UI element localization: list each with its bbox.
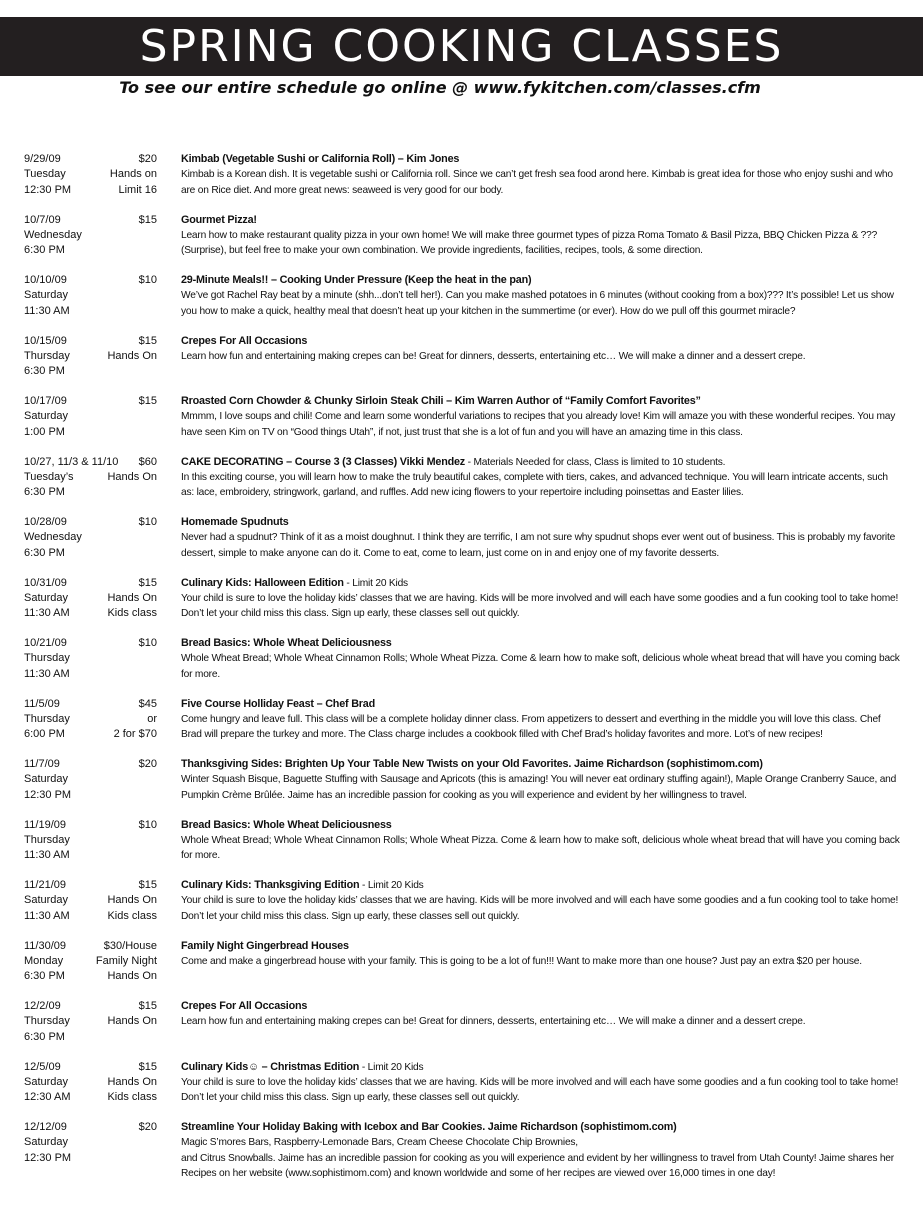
schedule-url-note: To see our entire schedule go online @ www.fykitchen.com/classes.cfm	[119, 78, 761, 97]
class-time: 6:00 PM	[24, 728, 65, 741]
class-meta	[24, 999, 157, 1060]
class-title: Kimbab (Vegetable Sushi or California Roll) – Kim Jones	[181, 153, 460, 165]
class-body: Kimbab is a Korean dish. It is vegetable sushi or California roll. Since we can’t get fresh sea food arond here. Kimbab is great idea for those who enjoy sushi and who are on Rice diet. And more great news: seaweed is very good for our body.	[181, 169, 893, 196]
class-entry	[24, 152, 904, 213]
class-title-note: - Limit 20 Kids	[359, 1061, 424, 1073]
class-meta	[24, 1060, 157, 1121]
class-note-1: Hands On	[107, 1015, 157, 1028]
class-title: Gourmet Pizza!	[181, 213, 257, 226]
class-time: 11:30 AM	[24, 304, 70, 317]
class-time: 6:30 PM	[24, 244, 65, 257]
class-price: $20	[138, 153, 157, 165]
class-day: Thursday	[24, 652, 70, 665]
class-day: Saturday	[24, 773, 69, 786]
class-time: 6:30 PM	[24, 1030, 65, 1043]
class-body: In this exciting course, you will learn how to make the truly beautiful cakes, complete with tiers, cakes, and advanced technique. You will learn intricate accents, such as: lace, embroidery, stringwork, garland, and ruffles. Add new icing flowers to your repertoire including poinsettas and Easter lilies.	[181, 471, 888, 499]
class-entry	[24, 697, 904, 758]
class-entry	[24, 455, 904, 516]
class-time: 12:30 PM	[24, 1151, 72, 1164]
class-title: Bread Basics: Whole Wheat Deliciousness	[181, 637, 392, 649]
class-title: Culinary Kids☺ – Christmas Edition	[181, 1060, 360, 1073]
class-day: Thursday	[24, 833, 70, 846]
class-note-1: Hands On	[107, 349, 157, 362]
class-day: Saturday	[24, 1136, 69, 1149]
class-body: Learn how to make restaurant quality pizza in your own home! We will make three gourmet types of pizza Roma Tomato & Basil Pizza, BBQ Chicken Pizza & ???(Surprise), but feel free to make your own combination. We provide ingredients, facilities, recipes, tools, & some direction.	[181, 229, 878, 257]
class-price: $15	[138, 395, 157, 407]
class-note-1: Hands On	[107, 470, 157, 483]
class-note-2: 2 for $70	[113, 728, 157, 741]
page-title: SPRING COOKING CLASSES	[139, 20, 784, 72]
class-day: Saturday	[24, 410, 69, 423]
class-title: Bread Basics: Whole Wheat Deliciousness	[181, 818, 392, 831]
class-description	[181, 152, 901, 213]
class-date: 10/10/09	[24, 274, 67, 286]
class-list	[24, 152, 904, 1205]
class-date: 12/5/09	[24, 1060, 61, 1073]
class-title: Family Night Gingerbread Houses	[181, 939, 349, 952]
class-description	[181, 1060, 901, 1121]
class-body: Your child is sure to love the holiday kids’ classes that we are having. Kids will be more involved and will each have some goodies and a fun cooking tool to take home! Don’t let your child miss this class. Sign up early, these classes sell out quickly.	[181, 592, 899, 620]
class-description	[181, 878, 901, 939]
class-entry	[24, 334, 904, 395]
class-description	[181, 818, 901, 879]
page-banner	[0, 17, 923, 76]
class-price: $15	[138, 1000, 157, 1012]
class-body: Learn how fun and entertaining making crepes can be! Great for dinners, desserts, entertaining etc… We will make a dinner and a dessert crepe.	[181, 350, 806, 362]
class-meta	[24, 757, 157, 818]
class-price: $15	[138, 576, 157, 589]
class-description	[181, 1120, 901, 1205]
class-note-1: Family Night	[95, 954, 157, 967]
class-price: $15	[138, 1060, 157, 1073]
class-day: Saturday	[24, 591, 69, 604]
class-date: 11/21/09	[24, 879, 67, 891]
class-title-note: - Materials Needed for class, Class is limited to 10 students.	[465, 456, 726, 468]
class-description	[181, 999, 901, 1060]
class-description	[181, 273, 901, 334]
class-date: 9/29/09	[24, 153, 61, 165]
class-title: 29-Minute Meals!! – Cooking Under Pressure (Keep the heat in the pan)	[181, 274, 532, 286]
class-entry	[24, 757, 904, 818]
class-date: 11/7/09	[24, 758, 60, 770]
class-description	[181, 394, 901, 455]
class-title: CAKE DECORATING – Course 3 (3 Classes) Vikki Mendez	[181, 455, 465, 468]
class-time: 1:00 PM	[24, 425, 65, 438]
class-day: Saturday	[24, 894, 69, 907]
class-body: Your child is sure to love the holiday kids’ classes that we are having. Kids will be more involved and will each have some goodies and a fun cooking tool to take home! Don’t let your child miss this class. Sign up early, these classes sell out quickly.	[181, 895, 899, 922]
class-body: Come hungry and leave full. This class will be a complete holiday dinner class. From appetizers to dessert and everthing in the middle you will love this class. Chef Brad will prepare the turkey and more. The Class charge includes a cookbook filled with Chef Brad’s holiday favorites and more. Lot’s of new recipes!	[181, 713, 881, 741]
class-time: 6:30 PM	[24, 546, 65, 559]
class-body: Whole Wheat Bread; Whole Wheat Cinnamon Rolls; Whole Wheat Pizza. Come & learn how to make soft, delicious whole wheat bread that will have you coming back for more.	[181, 834, 900, 862]
class-day: Saturday	[24, 289, 69, 302]
class-time: 12:30 PM	[24, 788, 72, 801]
class-time: 6:30 PM	[24, 486, 65, 499]
class-note-2: Kids class	[107, 607, 157, 620]
class-meta	[24, 394, 157, 455]
class-entry	[24, 1060, 904, 1121]
class-title-note: - Limit 20 Kids	[343, 577, 408, 589]
class-price: $60	[138, 455, 157, 468]
class-entry	[24, 939, 904, 1000]
class-description	[181, 636, 901, 697]
class-date: 10/7/09	[24, 213, 61, 226]
class-day: Wednesday	[24, 228, 82, 241]
class-title: Homemade Spudnuts	[181, 516, 289, 528]
class-meta	[24, 334, 157, 395]
class-price: $20	[138, 758, 157, 770]
class-description	[181, 515, 901, 576]
class-entry	[24, 394, 904, 455]
class-price: $10	[138, 274, 157, 286]
class-meta	[24, 636, 157, 697]
class-date: 11/19/09	[24, 818, 67, 831]
class-time: 11:30 AM	[24, 849, 70, 862]
class-price: $10	[138, 516, 157, 528]
class-time: 6:30 PM	[24, 365, 65, 378]
class-meta	[24, 515, 157, 576]
class-meta	[24, 818, 157, 879]
class-entry	[24, 818, 904, 879]
class-meta	[24, 455, 157, 516]
class-meta	[24, 878, 157, 939]
class-date: 12/2/09	[24, 1000, 61, 1012]
class-price: $45	[138, 697, 157, 710]
class-body: Magic S’mores Bars, Raspberry-Lemonade Bars, Cream Cheese Chocolate Chip Brownies, and Citrus Snowballs. Jaime has an incredible passion for cooking as you will experience and evident by her willingness to travel from Utah County! Jaime shares her Recipes on her website (www.sophistimom.com) and known worldwide and some of her recipes are viewed over 16,000 times in one day!	[181, 1137, 894, 1179]
class-description	[181, 939, 901, 1000]
class-meta	[24, 939, 157, 1000]
class-body: Whole Wheat Bread; Whole Wheat Cinnamon Rolls; Whole Wheat Pizza. Come & learn how to make soft, delicious whole wheat bread that will have you coming back for more.	[181, 653, 900, 680]
class-date: 10/27, 11/3 & 11/10	[24, 455, 119, 468]
class-time: 6:30 PM	[24, 970, 65, 983]
class-body: Mmmm, I love soups and chili! Come and learn some wonderful variations to recipes that you already love! Kim will amaze you with these wonderful recipes. You may have seen Kim on TV on “Good things Utah”, if not, just trust that she is a lot of fun and you will have an amazing time in this class.	[181, 411, 896, 438]
class-day: Tuesday	[24, 168, 66, 181]
class-note-2: Kids class	[107, 909, 157, 922]
class-description	[181, 334, 901, 395]
class-date: 10/21/09	[24, 637, 67, 649]
class-entry	[24, 273, 904, 334]
class-date: 11/30/09	[24, 939, 67, 952]
class-price: $30/House	[103, 939, 157, 952]
class-date: 10/28/09	[24, 516, 67, 528]
class-time: 11:30 AM	[24, 607, 70, 620]
class-meta	[24, 576, 157, 637]
class-entry	[24, 515, 904, 576]
class-note-2: Kids class	[107, 1091, 157, 1104]
class-title: Crepes For All Occasions	[181, 334, 308, 347]
class-time: 11:30 AM	[24, 667, 70, 680]
class-note-1: Hands On	[107, 591, 157, 604]
class-meta	[24, 1120, 157, 1205]
class-title: Crepes For All Occasions	[181, 1000, 308, 1012]
class-day: Thursday	[24, 349, 70, 362]
class-title: Culinary Kids: Halloween Edition	[181, 576, 344, 589]
class-price: $20	[138, 1121, 157, 1133]
class-title: Thanksgiving Sides: Brighten Up Your Table New Twists on your Old Favorites. Jaime Richardson (sophistimom.com)	[181, 758, 763, 770]
class-body: Never had a spudnut? Think of it as a moist doughnut. I think they are terrific, I am not sure why spudnut shops ever went out of business. This is probably my favorite dessert, simple to make anyone can do it. Come to eat, come to learn, just come on in and enjoy one of my favorite desserts.	[181, 532, 896, 559]
class-time: 11:30 AM	[24, 909, 70, 922]
class-date: 10/15/09	[24, 334, 67, 347]
class-time: 12:30 PM	[24, 183, 72, 196]
class-note-1: Hands On	[107, 1075, 157, 1088]
class-title: Five Course Holliday Feast – Chef Brad	[181, 697, 375, 710]
class-entry	[24, 999, 904, 1060]
class-price: $15	[138, 213, 157, 226]
class-day: Saturday	[24, 1075, 69, 1088]
class-price: $10	[138, 637, 157, 649]
class-entry	[24, 636, 904, 697]
class-meta	[24, 697, 157, 758]
class-day: Wednesday	[24, 531, 82, 544]
class-note-1: or	[147, 712, 157, 725]
class-body: Come and make a gingerbread house with your family. This is going to be a lot of fun!!! Want to make more than one house? Just pay an extra $20 per house.	[181, 955, 862, 967]
class-title: Streamline Your Holiday Baking with Icebox and Bar Cookies. Jaime Richardson (sophistimom.com)	[181, 1121, 677, 1133]
class-note-2: Hands On	[107, 970, 157, 983]
class-note-1: Hands On	[107, 894, 157, 907]
class-note-1: Hands on	[109, 168, 157, 181]
class-title: Rroasted Corn Chowder & Chunky Sirloin Steak Chili – Kim Warren Author of “Family Comfort Favorites”	[181, 395, 701, 407]
class-title: Culinary Kids: Thanksgiving Edition	[181, 879, 360, 891]
class-body: Winter Squash Bisque, Baguette Stuffing with Sausage and Apricots (this is amazing! You will never eat ordinary stuffing again!), Maple Orange Cranberry Sauce, and Pumpkin Crème Brûlée. Jaime has an incredible passion for cooking as you will experience and evident by her willingness to travel.	[181, 774, 897, 801]
class-meta	[24, 152, 157, 213]
class-entry	[24, 1120, 904, 1205]
class-entry	[24, 213, 904, 274]
class-day: Tuesday’s	[24, 470, 74, 483]
class-entry	[24, 878, 904, 939]
class-note-2: Limit 16	[118, 183, 157, 196]
class-date: 12/12/09	[24, 1121, 67, 1133]
class-price: $10	[138, 818, 157, 831]
class-description	[181, 576, 901, 637]
class-title-note: - Limit 20 Kids	[359, 880, 424, 891]
class-price: $15	[138, 334, 157, 347]
class-meta	[24, 273, 157, 334]
class-date: 10/17/09	[24, 395, 67, 407]
class-body: We’ve got Rachel Ray beat by a minute (shh...don’t tell her!). Can you make mashed potatoes in 6 minutes (without cooking from a box)??? It’s possible! Let us show you how to make a quick, healthy meal that doesn’t heat up your kitchen in the summertime (or ever). How do we pull off this gourmet miracle?	[181, 290, 894, 317]
class-date: 10/31/09	[24, 576, 67, 589]
class-body: Learn how fun and entertaining making crepes can be! Great for dinners, desserts, entertaining etc… We will make a dinner and a dessert crepe.	[181, 1016, 806, 1028]
class-day: Monday	[24, 954, 64, 967]
class-day: Thursday	[24, 712, 70, 725]
class-price: $15	[138, 879, 157, 891]
class-entry	[24, 576, 904, 637]
class-description	[181, 697, 901, 758]
class-description	[181, 757, 901, 818]
class-body: Your child is sure to love the holiday kids’ classes that we are having. Kids will be more involved and will each have some goodies and a fun cooking tool to take home! Don’t let your child miss this class. Sign up early, these classes sell out quickly.	[181, 1076, 899, 1104]
class-meta	[24, 213, 157, 274]
class-description	[181, 213, 901, 274]
class-day: Thursday	[24, 1015, 70, 1028]
class-date: 11/5/09	[24, 697, 60, 710]
class-description	[181, 455, 901, 516]
class-time: 12:30 AM	[24, 1091, 71, 1104]
